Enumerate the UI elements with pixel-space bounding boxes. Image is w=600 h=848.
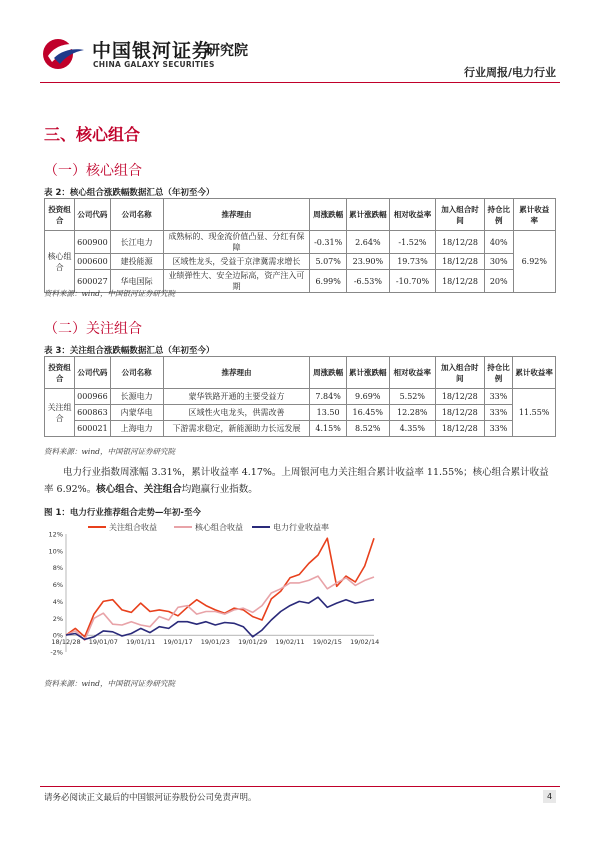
group-label: 关注组合 xyxy=(45,389,75,437)
company-logo-icon xyxy=(40,36,86,72)
disclaimer-text: 请务必阅读正文最后的中国银河证券股份公司免责声明。 xyxy=(44,793,257,803)
cell-weight: 33% xyxy=(484,421,513,437)
cell-week: 5.07% xyxy=(310,254,347,270)
cell-rel: 4.35% xyxy=(389,421,435,437)
cell-code: 600900 xyxy=(75,231,111,254)
table-row xyxy=(45,405,556,421)
cell-name: 内蒙华电 xyxy=(110,405,163,421)
cell-date: 18/12/28 xyxy=(436,231,485,254)
cell-cum: 2.64% xyxy=(347,231,390,254)
cell-weight: 40% xyxy=(484,231,513,254)
cell-code: 000600 xyxy=(75,254,111,270)
cell-cum: 8.52% xyxy=(346,421,389,437)
x-tick-label: 19/01/23 xyxy=(200,638,230,647)
subsection-watch-title: （二）关注组合 xyxy=(44,321,142,337)
summary-text-end: 均跑赢行业指数。 xyxy=(181,484,258,495)
cell-reason: 下游需求稳定，新能源助力长远发展 xyxy=(163,421,310,437)
cell-date: 18/12/28 xyxy=(436,254,485,270)
cell-rel: -10.70% xyxy=(389,270,436,293)
col-code: 公司代码 xyxy=(75,357,111,389)
cell-week: 6.99% xyxy=(310,270,347,293)
table3-source: 资料来源：wind，中国银河证券研究院 xyxy=(44,447,175,456)
figure1-caption: 图 1：电力行业推荐组合走势—年初-至今 xyxy=(44,508,201,518)
y-tick-label: 10% xyxy=(48,547,63,556)
col-name: 公司名称 xyxy=(110,199,163,231)
portfolio-trend-chart xyxy=(44,522,556,670)
summary-bold: 核心组合、关注组合 xyxy=(96,484,182,495)
cell-reason: 业绩弹性大、安全边际高，资产注入可期 xyxy=(163,270,310,293)
cell-rel: 5.52% xyxy=(389,389,435,405)
cell-total: 11.55% xyxy=(513,389,556,437)
cell-cum: 16.45% xyxy=(346,405,389,421)
cell-code: 600021 xyxy=(75,421,111,437)
col-portfolio: 投资组合 xyxy=(45,199,75,231)
col-date: 加入组合时间 xyxy=(436,199,485,231)
x-tick-label: 19/02/11 xyxy=(275,638,305,647)
x-tick-label: 19/02/15 xyxy=(312,638,342,647)
cell-reason: 区域性龙头，受益于京津冀需求增长 xyxy=(163,254,310,270)
x-tick-label: 19/02/14 xyxy=(350,638,380,647)
footer-divider xyxy=(40,786,560,787)
legend-label: 关注组合收益 xyxy=(109,523,157,532)
logo-english-name: CHINA GALAXY SECURITIES xyxy=(93,60,215,69)
legend-label: 电力行业收益率 xyxy=(273,523,329,532)
watch-portfolio-table xyxy=(44,356,556,437)
table3-caption: 表 3：关注组合涨跌幅数据汇总（年初至今） xyxy=(44,346,215,356)
x-tick-label: 19/01/29 xyxy=(238,638,268,647)
col-reason: 推荐理由 xyxy=(163,357,310,389)
cell-name: 华电国际 xyxy=(110,270,163,293)
cell-reason: 成熟标的、现金流价值凸显、分红有保障 xyxy=(163,231,310,254)
cell-cum: 9.69% xyxy=(346,389,389,405)
x-tick-label: 19/01/07 xyxy=(88,638,118,647)
core-portfolio-table xyxy=(44,198,556,293)
cell-date: 18/12/28 xyxy=(436,389,485,405)
cell-week: 13.50 xyxy=(310,405,347,421)
cell-code: 600863 xyxy=(75,405,111,421)
col-rel: 相对收益率 xyxy=(389,357,435,389)
table2-caption: 表 2：核心组合涨跌幅数据汇总（年初至今） xyxy=(44,188,215,198)
col-cum: 累计涨跌幅 xyxy=(347,199,390,231)
y-tick-label: -2% xyxy=(50,648,63,657)
table-row xyxy=(45,254,556,270)
series-line xyxy=(66,538,374,637)
y-tick-label: 12% xyxy=(48,530,63,539)
y-tick-label: 0% xyxy=(52,631,63,640)
cell-rel: 19.73% xyxy=(389,254,436,270)
col-week: 周涨跌幅 xyxy=(310,357,347,389)
cell-week: -0.31% xyxy=(310,231,347,254)
cell-rel: -1.52% xyxy=(389,231,436,254)
col-cum: 累计涨跌幅 xyxy=(346,357,389,389)
cell-week: 7.84% xyxy=(310,389,347,405)
cell-name: 上海电力 xyxy=(110,421,163,437)
subsection-core-title: （一）核心组合 xyxy=(44,163,142,179)
col-rel: 相对收益率 xyxy=(389,199,436,231)
cell-date: 18/12/28 xyxy=(436,270,485,293)
cell-date: 18/12/28 xyxy=(436,421,485,437)
x-tick-label: 18/12/28 xyxy=(51,638,81,647)
cell-weight: 20% xyxy=(484,270,513,293)
cell-total: 6.92% xyxy=(513,231,555,293)
col-week: 周涨跌幅 xyxy=(310,199,347,231)
col-portfolio: 投资组合 xyxy=(45,357,75,389)
x-tick-label: 19/01/17 xyxy=(163,638,193,647)
series-line xyxy=(66,597,374,639)
y-tick-label: 8% xyxy=(52,564,63,573)
col-total: 累计收益率 xyxy=(513,199,555,231)
cell-reason: 区域性火电龙头，供需改善 xyxy=(163,405,310,421)
col-weight: 持仓比例 xyxy=(484,357,513,389)
y-tick-label: 4% xyxy=(52,597,63,606)
cell-code: 000966 xyxy=(75,389,111,405)
header-divider xyxy=(40,82,560,83)
col-weight: 持仓比例 xyxy=(484,199,513,231)
cell-name: 长江电力 xyxy=(110,231,163,254)
cell-code: 600027 xyxy=(75,270,111,293)
summary-text: 电力行业指数周涨幅 3.31%，累计收益率 4.17%。上周银河电力关注组合累计收益率 11.55%；核心组合累计收益率 6.92%。 xyxy=(44,467,549,495)
figure1-source: 资料来源：wind，中国银河证券研究院 xyxy=(44,679,175,688)
series-line xyxy=(66,576,374,640)
table-row xyxy=(45,389,556,405)
summary-paragraph xyxy=(44,464,556,498)
cell-date: 18/12/28 xyxy=(436,405,485,421)
cell-weight: 30% xyxy=(484,254,513,270)
col-code: 公司代码 xyxy=(75,199,111,231)
table-row xyxy=(45,231,556,254)
cell-rel: 12.28% xyxy=(389,405,435,421)
cell-name: 长源电力 xyxy=(110,389,163,405)
col-name: 公司名称 xyxy=(110,357,163,389)
section-title: 三、核心组合 xyxy=(44,125,141,144)
cell-name: 建投能源 xyxy=(110,254,163,270)
cell-cum: -6.53% xyxy=(347,270,390,293)
page-number: 4 xyxy=(543,790,556,803)
legend-label: 核心组合收益 xyxy=(195,523,243,532)
logo-chinese-name: 中国银河证券 xyxy=(92,40,213,62)
institute-label: 研究院 xyxy=(206,43,248,59)
group-label: 核心组合 xyxy=(45,231,75,293)
cell-reason: 蒙华铁路开通的主要受益方 xyxy=(163,389,310,405)
col-date: 加入组合时间 xyxy=(436,357,485,389)
table-row xyxy=(45,421,556,437)
col-reason: 推荐理由 xyxy=(163,199,310,231)
cell-weight: 33% xyxy=(484,405,513,421)
report-category: 行业周报/电力行业 xyxy=(463,66,556,79)
y-tick-label: 6% xyxy=(52,581,63,590)
cell-cum: 23.90% xyxy=(347,254,390,270)
x-tick-label: 19/01/11 xyxy=(126,638,156,647)
cell-week: 4.15% xyxy=(310,421,347,437)
col-total: 累计收益率 xyxy=(513,357,556,389)
cell-weight: 33% xyxy=(484,389,513,405)
y-tick-label: 2% xyxy=(52,614,63,623)
table2-source: 资料来源：wind，中国银河证券研究院 xyxy=(44,289,175,298)
